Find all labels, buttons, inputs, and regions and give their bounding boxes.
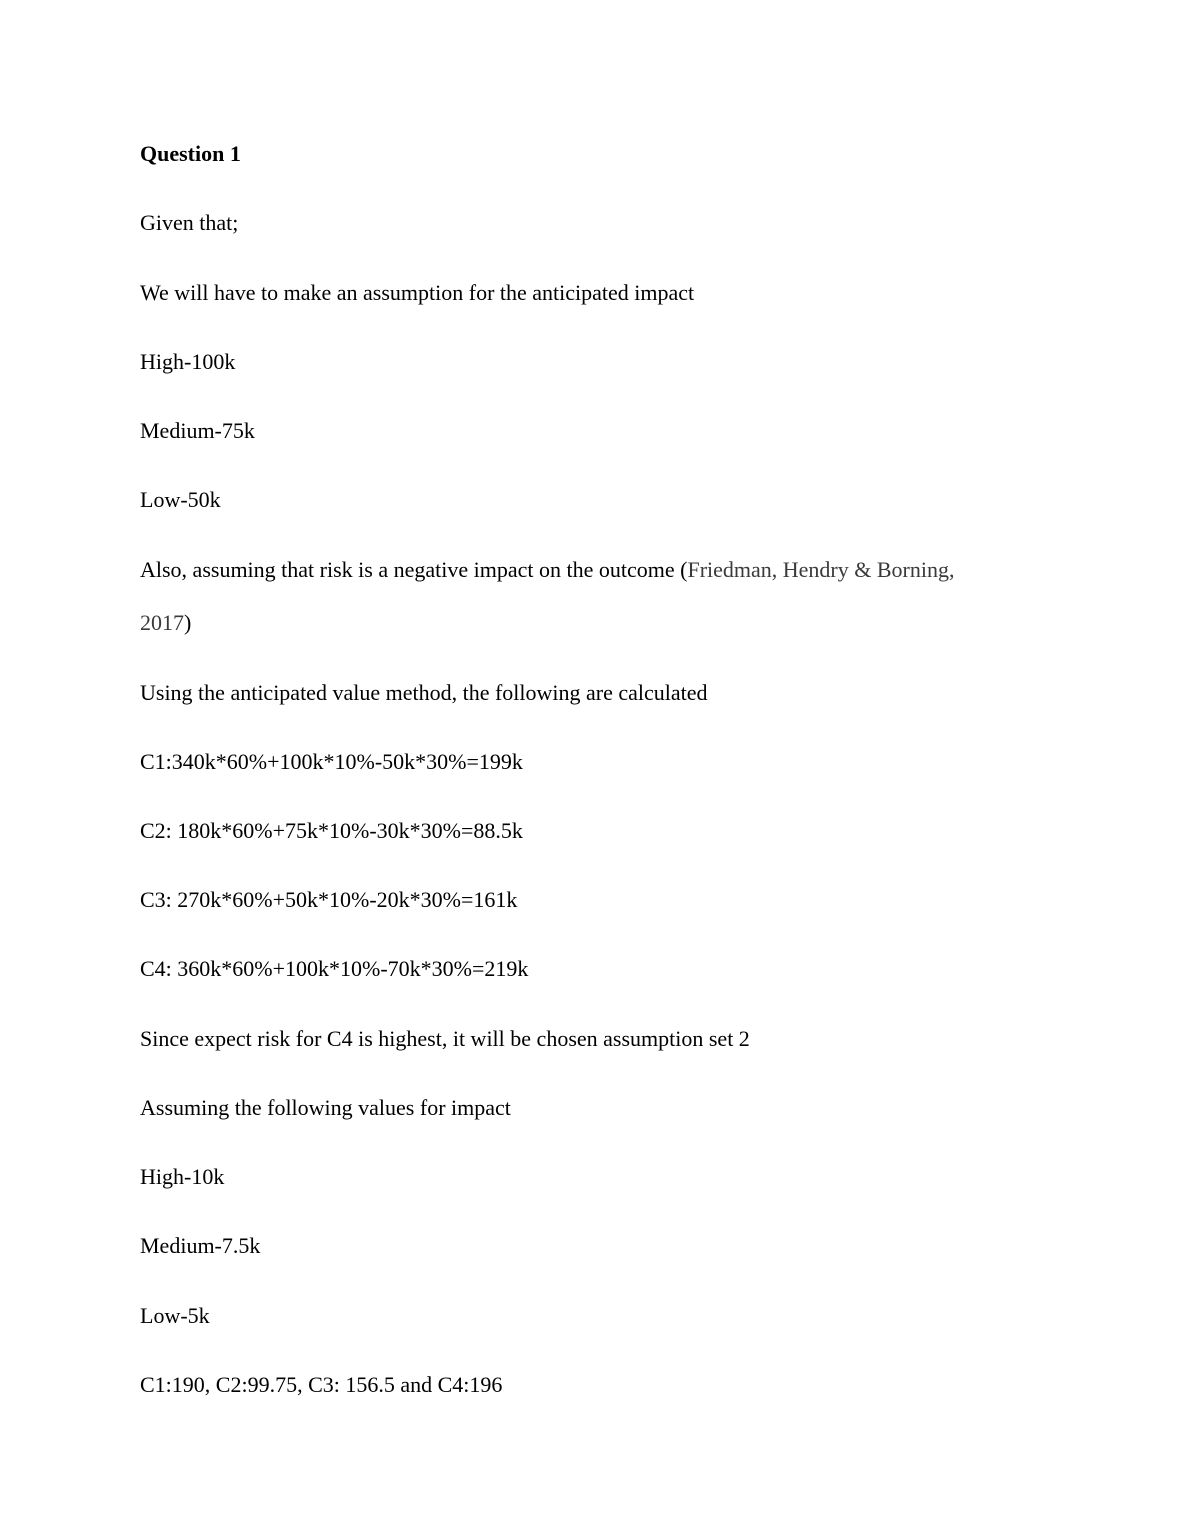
conclusion-text: Since expect risk for C4 is highest, it will be chosen assumption set 2 xyxy=(140,1026,750,1051)
assumption-intro-2: Assuming the following values for impact xyxy=(140,1095,511,1120)
risk-statement xyxy=(140,557,954,583)
impact-medium-2: Medium-7.5k xyxy=(140,1233,261,1258)
final-results: C1:190, C2:99.75, C3: 156.5 and C4:196 xyxy=(140,1372,503,1397)
impact-low-1: Low-50k xyxy=(140,487,221,512)
citation-close: ) xyxy=(184,610,192,635)
calc-c2: C2: 180k*60%+75k*10%-30k*30%=88.5k xyxy=(140,818,523,843)
citation-year: 2017 xyxy=(140,610,184,635)
calc-c1: C1:340k*60%+100k*10%-50k*30%=199k xyxy=(140,749,523,774)
method-intro: Using the anticipated value method, the following are calculated xyxy=(140,680,708,705)
question-heading: Question 1 xyxy=(140,141,241,166)
impact-medium-1: Medium-75k xyxy=(140,418,255,443)
risk-statement-continued xyxy=(140,610,191,636)
calc-c3: C3: 270k*60%+50k*10%-20k*30%=161k xyxy=(140,887,518,912)
assumption-intro: We will have to make an assumption for the anticipated impact xyxy=(140,280,695,305)
calc-c4: C4: 360k*60%+100k*10%-70k*30%=219k xyxy=(140,956,529,981)
given-text: Given that; xyxy=(140,210,239,235)
citation-part1: Friedman, Hendry & Borning, xyxy=(687,557,955,582)
impact-high-1: High-100k xyxy=(140,349,236,374)
impact-low-2: Low-5k xyxy=(140,1303,210,1328)
impact-high-2: High-10k xyxy=(140,1164,225,1189)
risk-statement-text: Also, assuming that risk is a negative impact on the outcome ( xyxy=(140,557,688,582)
